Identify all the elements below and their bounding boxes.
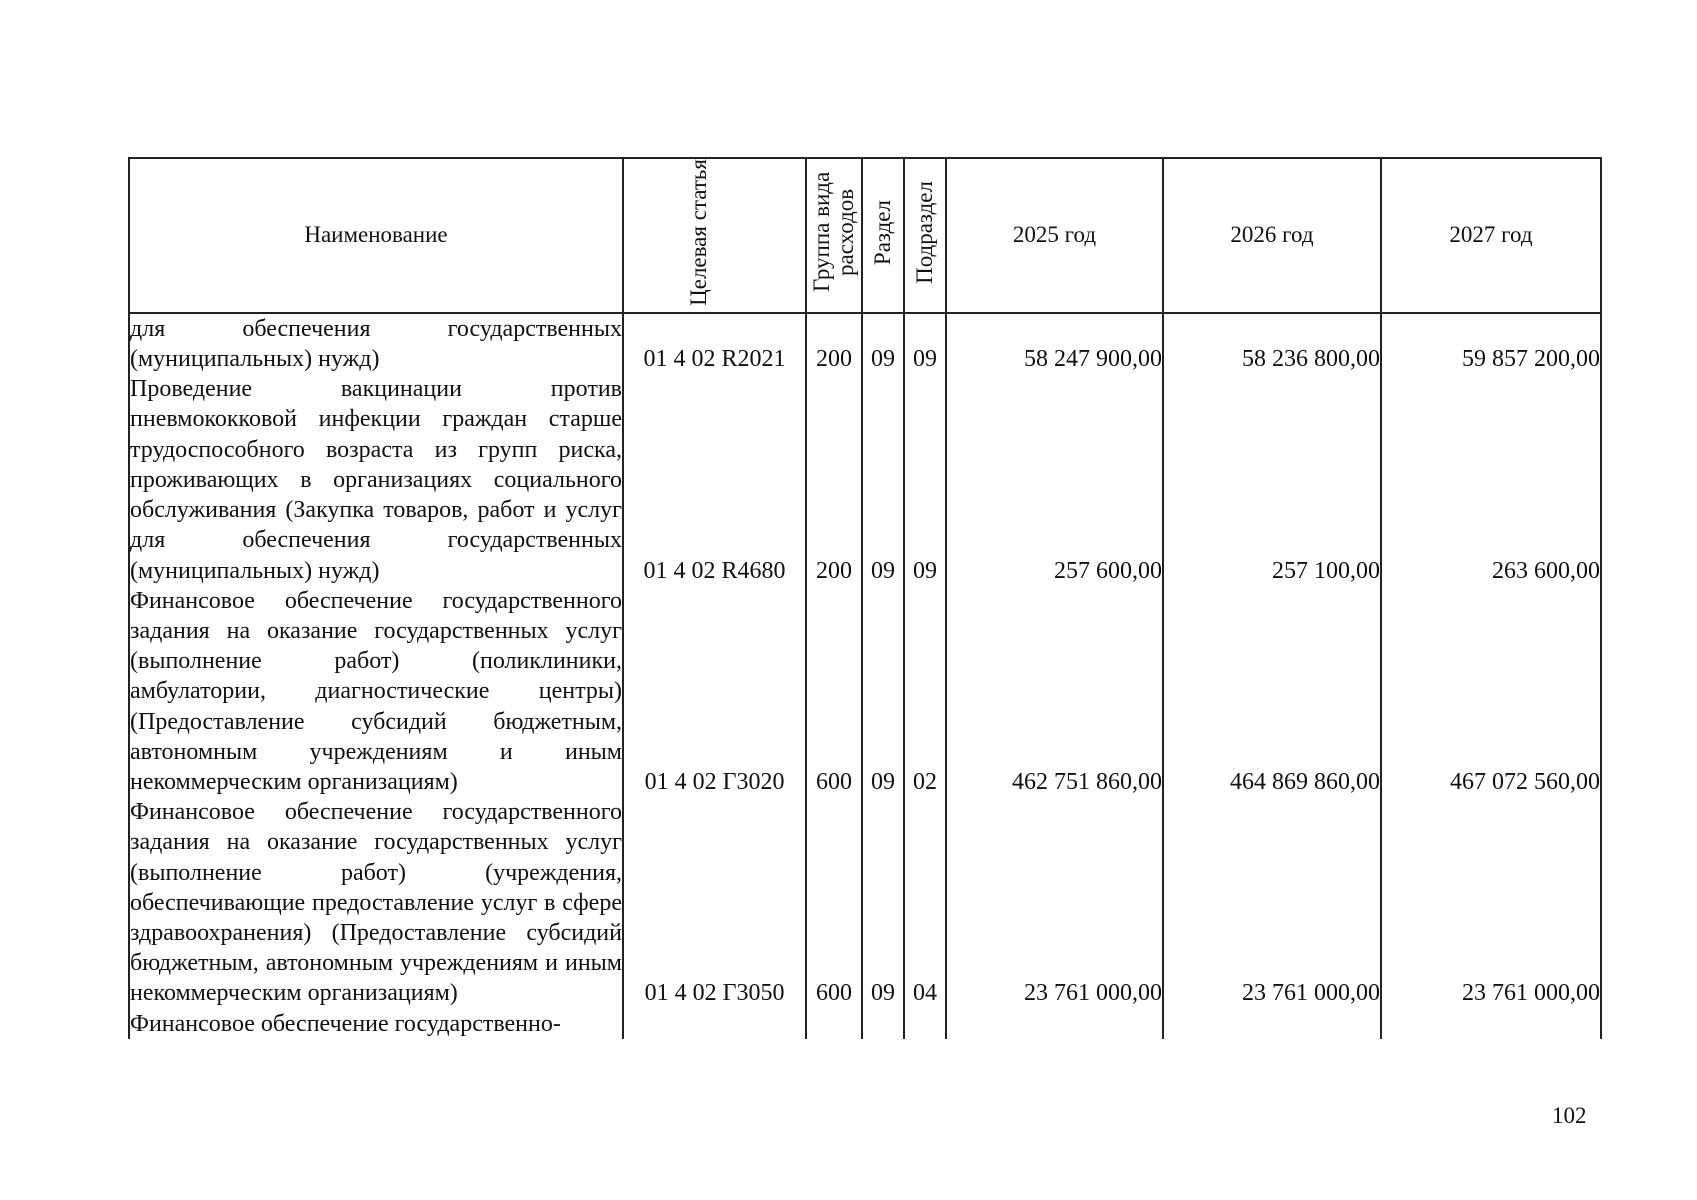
row-2025: 257 600,00 bbox=[946, 374, 1163, 585]
page-number: 102 bbox=[1552, 1103, 1587, 1128]
row-section: 09 bbox=[862, 313, 904, 374]
row-group bbox=[806, 1009, 862, 1039]
table-row bbox=[129, 1009, 1601, 1039]
row-group: 600 bbox=[806, 586, 862, 797]
budget-table bbox=[128, 157, 1602, 1039]
header-subsection: Подраздел bbox=[904, 158, 946, 313]
row-2027: 23 761 000,00 bbox=[1381, 797, 1601, 1008]
row-target: 01 4 02 R2021 bbox=[623, 313, 806, 374]
row-group: 200 bbox=[806, 374, 862, 585]
row-2026: 23 761 000,00 bbox=[1163, 797, 1381, 1008]
header-2025: 2025 год bbox=[946, 158, 1163, 313]
row-2025 bbox=[946, 1009, 1163, 1039]
row-2027: 467 072 560,00 bbox=[1381, 586, 1601, 797]
row-group: 200 bbox=[806, 313, 862, 374]
row-subsection: 02 bbox=[904, 586, 946, 797]
row-2026 bbox=[1163, 1009, 1381, 1039]
row-section: 09 bbox=[862, 374, 904, 585]
header-name: Наименование bbox=[129, 158, 623, 313]
row-name: Финансовое обеспечение государственно- bbox=[129, 1009, 623, 1039]
row-name: для обеспечения государственных (муниципальных) нужд) bbox=[129, 313, 623, 374]
row-2026: 464 869 860,00 bbox=[1163, 586, 1381, 797]
row-2027: 263 600,00 bbox=[1381, 374, 1601, 585]
row-2027: 59 857 200,00 bbox=[1381, 313, 1601, 374]
table-row bbox=[129, 374, 1601, 585]
row-subsection bbox=[904, 1009, 946, 1039]
row-name: Финансовое обеспечение государственного задания на оказание государственных услуг (выполнение работ) (учреждения, обеспечивающие предоставление услуг в сфере здравоохранения) (Предоставление субсидий бюджетным, автономным учреждениям и иным некоммерческим организациям) bbox=[129, 797, 623, 1008]
header-2026: 2026 год bbox=[1163, 158, 1381, 313]
header-row bbox=[129, 158, 1601, 313]
row-2026: 257 100,00 bbox=[1163, 374, 1381, 585]
row-target: 01 4 02 Г3020 bbox=[623, 586, 806, 797]
row-2027 bbox=[1381, 1009, 1601, 1039]
row-target bbox=[623, 1009, 806, 1039]
row-name: Проведение вакцинации против пневмококковой инфекции граждан старше трудоспособного возраста из групп риска, проживающих в организациях социального обслуживания (Закупка товаров, работ и услуг для обеспечения государственных (муниципальных) нужд) bbox=[129, 374, 623, 585]
row-group: 600 bbox=[806, 797, 862, 1008]
row-2025: 462 751 860,00 bbox=[946, 586, 1163, 797]
header-expense-group: Группа вида расходов bbox=[806, 158, 862, 313]
row-name: Финансовое обеспечение государственного задания на оказание государственных услуг (выполнение работ) (поликлиники, амбулатории, диагностические центры) (Предоставление субсидий бюджетным, автономным учреждениям и иным некоммерческим организациям) bbox=[129, 586, 623, 797]
row-subsection: 04 bbox=[904, 797, 946, 1008]
table-row bbox=[129, 313, 1601, 374]
table-row bbox=[129, 797, 1601, 1008]
row-2025: 23 761 000,00 bbox=[946, 797, 1163, 1008]
header-2027: 2027 год bbox=[1381, 158, 1601, 313]
row-section: 09 bbox=[862, 797, 904, 1008]
row-2025: 58 247 900,00 bbox=[946, 313, 1163, 374]
row-section bbox=[862, 1009, 904, 1039]
row-target: 01 4 02 R4680 bbox=[623, 374, 806, 585]
table-row bbox=[129, 586, 1601, 797]
row-section: 09 bbox=[862, 586, 904, 797]
row-target: 01 4 02 Г3050 bbox=[623, 797, 806, 1008]
header-target: Целевая статья bbox=[623, 158, 806, 313]
row-subsection: 09 bbox=[904, 313, 946, 374]
row-subsection: 09 bbox=[904, 374, 946, 585]
row-2026: 58 236 800,00 bbox=[1163, 313, 1381, 374]
header-section: Раздел bbox=[862, 158, 904, 313]
